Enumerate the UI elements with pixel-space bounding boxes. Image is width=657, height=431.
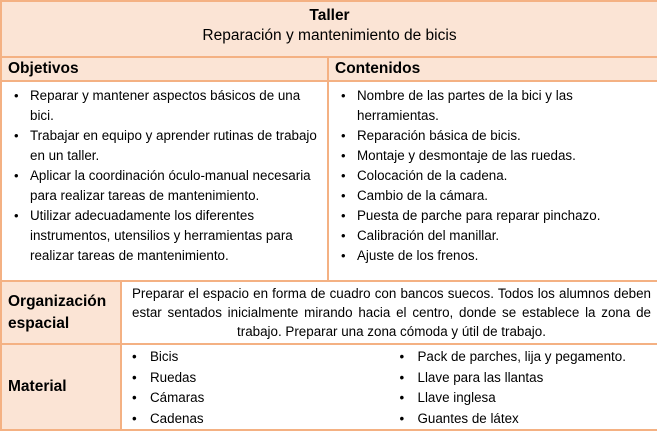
list-item: • Cámaras — [150, 388, 390, 409]
organizacion-label: Organización espacial — [1, 281, 121, 344]
list-item: • Cambio de la cámara. — [357, 186, 649, 206]
list-item: • Utilizar adecuadamente los diferentes instrumentos, utensilios y herramientas para realizar tareas de mantenimiento. — [30, 206, 319, 266]
list-item: • Nombre de las partes de la bici y las herramientas. — [357, 86, 649, 126]
list-item: • Aplicar la coordinación óculo-manual necesaria para realizar tareas de mantenimiento. — [30, 166, 319, 206]
list-item: • Calibración del manillar. — [357, 226, 649, 246]
title-cell — [1, 1, 657, 57]
list-item: • Ruedas — [150, 368, 390, 389]
list-item: • Llave para las llantas — [418, 368, 657, 389]
list-item: • Reparar y mantener aspectos básicos de una bici. — [30, 86, 319, 126]
contenidos-cell — [328, 81, 657, 281]
list-item: • Montaje y desmontaje de las ruedas. — [357, 146, 649, 166]
material-list-right — [390, 345, 657, 429]
contenidos-header: Contenidos — [328, 57, 657, 81]
organizacion-text: Preparar el espacio en forma de cuadro con bancos suecos. Todos los alumnos deben estar sentados inicialmente mirando hacia el centro, donde se establece la zona de trabajo. Preparar una zona cómoda y útil de trabajo. — [121, 281, 657, 344]
material-cell — [121, 344, 657, 430]
list-item: • Reparación básica de bicis. — [357, 126, 649, 146]
list-item: • Trabajar en equipo y aprender rutinas de trabajo en un taller. — [30, 126, 319, 166]
list-item: • Colocación de la cadena. — [357, 166, 649, 186]
list-item: • Bicis — [150, 347, 390, 368]
material-label: Material — [1, 344, 121, 430]
list-item: • Puesta de parche para reparar pinchazo. — [357, 206, 649, 226]
objetivos-list — [2, 82, 327, 266]
workshop-title: Taller — [2, 6, 657, 26]
list-item: • Pack de parches, lija y pegamento. — [418, 347, 657, 368]
workshop-subtitle: Reparación y mantenimiento de bicis — [2, 26, 657, 46]
material-left-column — [122, 345, 390, 429]
objetivos-cell — [1, 81, 328, 281]
list-item: • Cadenas — [150, 409, 390, 430]
material-right-column — [390, 345, 657, 429]
contenidos-list — [329, 82, 657, 266]
objetivos-header: Objetivos — [1, 57, 328, 81]
material-list-left — [122, 345, 390, 429]
list-item: • Guantes de látex — [418, 409, 657, 430]
list-item: • Llave inglesa — [418, 388, 657, 409]
list-item: • Ajuste de los frenos. — [357, 246, 649, 266]
